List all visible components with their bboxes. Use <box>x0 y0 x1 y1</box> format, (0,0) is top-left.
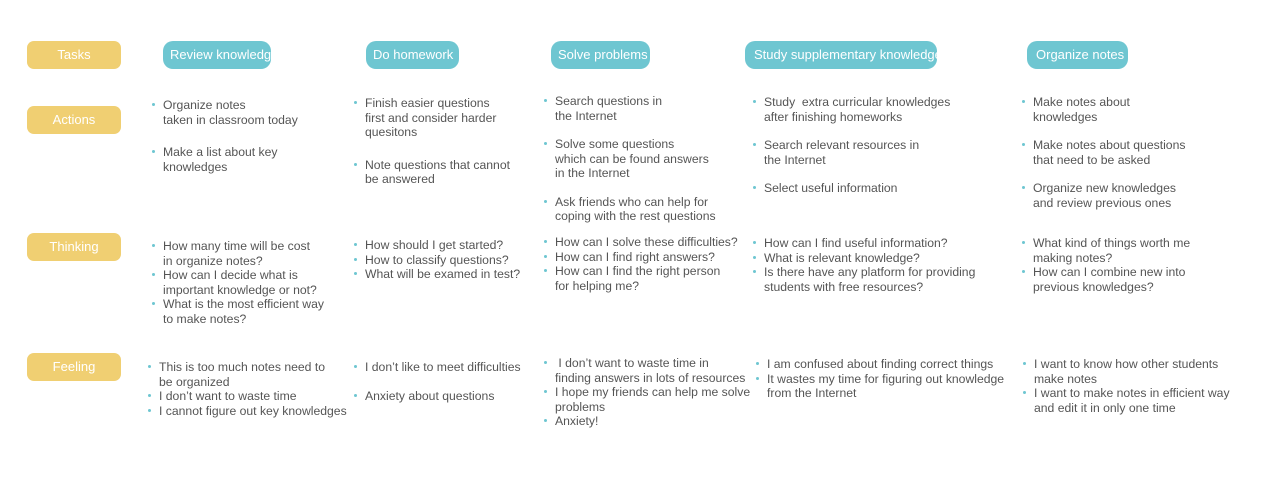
row-label-tasks: Tasks <box>27 41 121 69</box>
list-item: How can I find right answers? <box>544 250 738 265</box>
task-do-homework: Do homework <box>366 41 459 69</box>
actions-organize-notes <box>1022 95 1185 210</box>
thinking-review-knowledges <box>152 239 324 326</box>
thinking-solve-problems <box>544 235 738 293</box>
list-item: Finish easier questions first and consider harder quesitons <box>354 96 510 140</box>
feeling-study-supplementary <box>756 357 1004 401</box>
list-item: I want to know how other students make notes <box>1023 357 1230 386</box>
feeling-review-knowledges <box>148 360 347 418</box>
actions-solve-problems <box>544 94 716 224</box>
list-item: I don’t want to waste time <box>148 389 347 404</box>
list-item: Organize notes taken in classroom today <box>152 98 298 127</box>
feeling-organize-notes <box>1023 357 1230 415</box>
list-item: I want to make notes in efficient way and edit it in only one time <box>1023 386 1230 415</box>
thinking-do-homework <box>354 238 520 282</box>
list-item: Make notes about questions that need to be asked <box>1022 138 1185 167</box>
row-label-actions: Actions <box>27 106 121 134</box>
list-item: How should I get started? <box>354 238 520 253</box>
list-item: Solve some questions which can be found answers in the Internet <box>544 137 716 181</box>
list-item: What will be examed in test? <box>354 267 520 282</box>
list-item: What kind of things worth me making notes? <box>1022 236 1190 265</box>
list-item: Anxiety! <box>544 414 750 429</box>
list-item: Select useful information <box>753 181 950 196</box>
list-item: What is the most efficient way to make notes? <box>152 297 324 326</box>
list-item: Search relevant resources in the Internet <box>753 138 950 167</box>
list-item: I am confused about finding correct things <box>756 357 1004 372</box>
list-item: Anxiety about questions <box>354 389 521 404</box>
list-item: Make a list about key knowledges <box>152 145 298 174</box>
task-review-knowledges: Review knowledges <box>163 41 271 69</box>
feeling-solve-problems <box>544 356 750 429</box>
actions-study-supplementary <box>753 95 950 196</box>
list-item: How can I solve these difficulties? <box>544 235 738 250</box>
row-label-thinking: Thinking <box>27 233 121 261</box>
list-item: I cannot figure out key knowledges <box>148 404 347 419</box>
list-item: How many time will be cost in organize notes? <box>152 239 324 268</box>
task-solve-problems: Solve problems <box>551 41 650 69</box>
actions-review-knowledges <box>152 98 298 174</box>
actions-do-homework <box>354 96 510 187</box>
list-item: How can I find useful information? <box>753 236 975 251</box>
list-item: How can I find the right person for helping me? <box>544 264 738 293</box>
list-item: Is there have any platform for providing students with free resources? <box>753 265 975 294</box>
list-item: I don’t like to meet difficulties <box>354 360 521 375</box>
list-item: It wastes my time for figuring out knowledge from the Internet <box>756 372 1004 401</box>
thinking-study-supplementary <box>753 236 975 294</box>
list-item: How can I combine new into previous knowledges? <box>1022 265 1190 294</box>
thinking-organize-notes <box>1022 236 1190 294</box>
list-item: How to classify questions? <box>354 253 520 268</box>
list-item: I hope my friends can help me solve problems <box>544 385 750 414</box>
list-item: I don’t want to waste time in finding answers in lots of resources <box>544 356 750 385</box>
list-item: Ask friends who can help for coping with the rest questions <box>544 195 716 224</box>
list-item: How can I decide what is important knowledge or not? <box>152 268 324 297</box>
list-item: Organize new knowledges and review previous ones <box>1022 181 1185 210</box>
list-item: Make notes about knowledges <box>1022 95 1185 124</box>
list-item: Study extra curricular knowledges after finishing homeworks <box>753 95 950 124</box>
list-item: This is too much notes need to be organized <box>148 360 347 389</box>
list-item: Note questions that cannot be answered <box>354 158 510 187</box>
row-label-feeling: Feeling <box>27 353 121 381</box>
feeling-do-homework <box>354 360 521 403</box>
task-study-supplementary-knowledge: Study supplementary knowledge <box>745 41 937 69</box>
list-item: What is relevant knowledge? <box>753 251 975 266</box>
task-organize-notes: Organize notes <box>1027 41 1128 69</box>
list-item: Search questions in the Internet <box>544 94 716 123</box>
